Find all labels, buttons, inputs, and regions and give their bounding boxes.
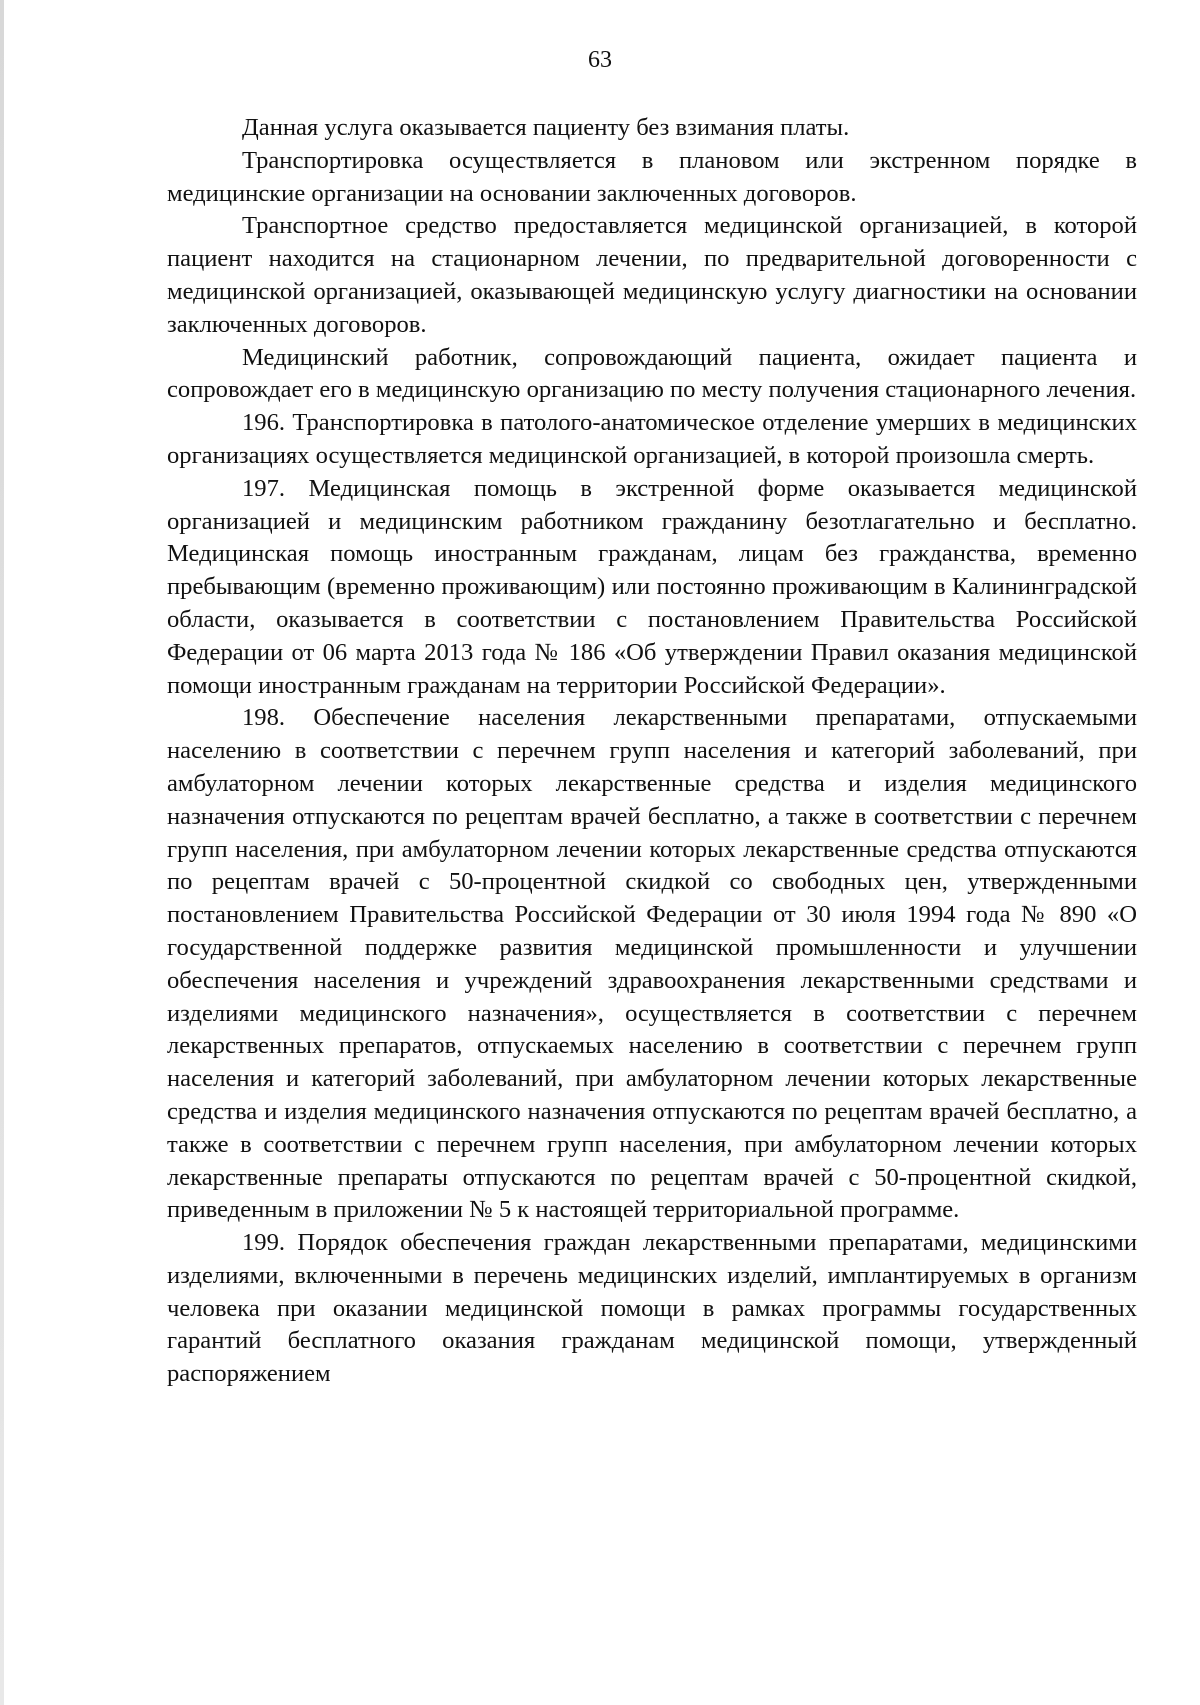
paragraph-transportation-order: Транспортировка осуществляется в плановом или экстренном порядке в медицинские организации на основании заключенных договоров. [167,146,1137,207]
paragraph-199: 199. Порядок обеспечения граждан лекарственными препаратами, медицинскими изделиями, включенными в перечень медицинских изделий, имплантируемых в организм человека при оказании медицинской помощи в рамках программы государственных гарантий бесплатного оказания гражданам медицинской помощи, утвержденный распоряжением [167,1229,1137,1388]
scan-edge-shadow [0,0,4,1705]
paragraph-medical-escort: Медицинский работник, сопровождающий пациента, ожидает пациента и сопровождает его в медицинскую организацию по месту получения стационарного лечения. [167,343,1137,404]
paragraph-197: 197. Медицинская помощь в экстренной форме оказывается медицинской организацией и медицинским работником гражданину безотлагательно и бесплатно. Медицинская помощь иностранным гражданам, лицам без гражданства, временно пребывающим (временно проживающим) или постоянно проживающим в Калининградской области, оказывается в соответствии с постановлением Правительства Российской Федерации от 06 марта 2013 года № 186 «Об утверждении Правил оказания медицинской помощи иностранным гражданам на территории Российской Федерации». [167,474,1137,699]
paragraph-198: 198. Обеспечение населения лекарственными препаратами, отпускаемыми населению в соответствии с перечнем групп населения и категорий заболеваний, при амбулаторном лечении которых лекарственные средства и изделия медицинского назначения отпускаются по рецептам врачей бесплатно, а также в соответствии с перечнем групп населения, при амбулаторном лечении которых лекарственные средства отпускаются по рецептам врачей с 50-процентной скидкой со свободных цен, утвержденными постановлением Правительства Российской Федерации от 30 июля 1994 года № 890 «О государственной поддержке развития медицинской промышленности и улучшении обеспечения населения и учреждений здравоохранения лекарственными средствами и изделиями медицинского назначения», осуществляется в соответствии с перечнем лекарственных препаратов, отпускаемых населению в соответствии с перечнем групп населения и категорий заболеваний, при амбулаторном лечении которых лекарственные средства и изделия медицинского назначения отпускаются по рецептам врачей бесплатно, а также в соответствии с перечнем групп населения, при амбулаторном лечении которых лекарственные препараты отпускаются по рецептам врачей с 50-процентной скидкой, приведенным в приложении № 5 к настоящей территориальной программе. [167,704,1137,1224]
page-number: 63 [588,47,612,73]
paragraph-vehicle-provision: Транспортное средство предоставляется медицинской организацией, в которой пациент находится на стационарном лечении, по предварительной договоренности с медицинской организацией, оказывающей медицинскую услугу диагностики на основании заключенных договоров. [167,212,1137,338]
paragraph-free-service: Данная услуга оказывается пациенту без взимания платы. [242,114,850,141]
document-body [167,112,1137,1391]
paragraph-196: 196. Транспортировка в патолого-анатомическое отделение умерших в медицинских организациях осуществляется медицинской организацией, в которой произошла смерть. [167,409,1137,469]
